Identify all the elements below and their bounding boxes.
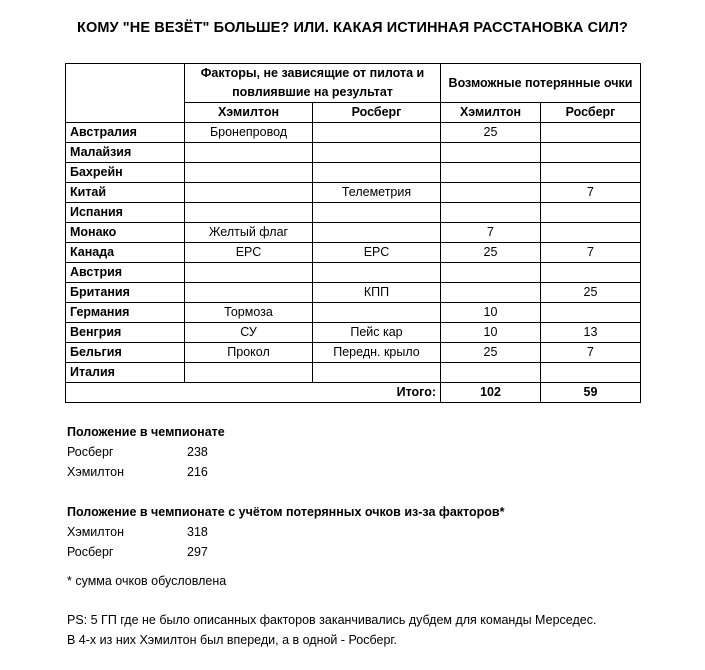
factor-rosberg-cell xyxy=(313,223,441,243)
points-hamilton-cell: 10 xyxy=(441,303,541,323)
sub-header-factors-hamilton: Хэмилтон xyxy=(185,103,313,123)
factor-hamilton-cell xyxy=(185,363,313,383)
standings-row xyxy=(67,445,208,459)
race-cell: Австрия xyxy=(66,263,185,283)
factor-rosberg-cell xyxy=(313,303,441,323)
factor-hamilton-cell: СУ xyxy=(185,323,313,343)
points-hamilton-cell: 25 xyxy=(441,243,541,263)
race-cell: Венгрия xyxy=(66,323,185,343)
adjusted-row xyxy=(67,545,208,559)
standings-title: Положение в чемпионате xyxy=(67,425,225,439)
points-hamilton-cell: 10 xyxy=(441,323,541,343)
factor-hamilton-cell xyxy=(185,143,313,163)
factor-hamilton-cell xyxy=(185,163,313,183)
sub-header-points-hamilton: Хэмилтон xyxy=(441,103,541,123)
factor-rosberg-cell: Пейс кар xyxy=(313,323,441,343)
total-label: Итого: xyxy=(66,383,441,403)
factor-hamilton-cell xyxy=(185,203,313,223)
standings-row xyxy=(67,465,208,479)
points-hamilton-cell xyxy=(441,183,541,203)
table-row xyxy=(66,123,641,143)
points-hamilton-cell: 25 xyxy=(441,343,541,363)
race-cell: Бахрейн xyxy=(66,163,185,183)
factor-rosberg-cell: Передн. крыло xyxy=(313,343,441,363)
page-title: КОМУ "НЕ ВЕЗЁТ" БОЛЬШЕ? ИЛИ. КАКАЯ ИСТИННАЯ РАССТАНОВКА СИЛ? xyxy=(77,20,628,36)
points-rosberg-cell: 7 xyxy=(541,243,641,263)
race-cell: Бельгия xyxy=(66,343,185,363)
table-row xyxy=(66,263,641,283)
factor-rosberg-cell: Телеметрия xyxy=(313,183,441,203)
table-row xyxy=(66,303,641,323)
totals-row xyxy=(66,383,641,403)
factor-rosberg-cell xyxy=(313,123,441,143)
factor-rosberg-cell xyxy=(313,163,441,183)
points-hamilton-cell xyxy=(441,203,541,223)
driver-name: Росберг xyxy=(67,445,114,459)
footnote: * сумма очков обусловлена xyxy=(67,574,227,588)
factor-hamilton-cell: Прокол xyxy=(185,343,313,363)
driver-name: Хэмилтон xyxy=(67,465,125,479)
race-cell: Британия xyxy=(66,283,185,303)
race-cell: Канада xyxy=(66,243,185,263)
race-cell: Италия xyxy=(66,363,185,383)
points-rosberg-cell: 7 xyxy=(541,343,641,363)
adjusted-row xyxy=(67,525,208,539)
table-row xyxy=(66,243,641,263)
points-rosberg-cell xyxy=(541,143,641,163)
sub-header-points-rosberg: Росберг xyxy=(541,103,641,123)
points-hamilton-cell xyxy=(441,363,541,383)
points-hamilton-cell xyxy=(441,163,541,183)
points-rosberg-cell xyxy=(541,223,641,243)
factor-hamilton-cell xyxy=(185,183,313,203)
driver-name: Росберг xyxy=(67,545,114,559)
adjusted-standings-title: Положение в чемпионате с учётом потерянных очков из-за факторов* xyxy=(67,505,505,519)
factor-hamilton-cell xyxy=(185,283,313,303)
ps-line-2: В 4-х из них Хэмилтон был впереди, а в одной - Росберг. xyxy=(67,633,397,647)
factor-hamilton-cell: Желтый флаг xyxy=(185,223,313,243)
factor-rosberg-cell xyxy=(313,363,441,383)
factor-rosberg-cell: ЕРС xyxy=(313,243,441,263)
race-cell: Австралия xyxy=(66,123,185,143)
race-cell: Малайзия xyxy=(66,143,185,163)
factor-rosberg-cell: КПП xyxy=(313,283,441,303)
factor-hamilton-cell xyxy=(185,263,313,283)
driver-points: 238 xyxy=(187,445,208,459)
table-row xyxy=(66,183,641,203)
points-rosberg-cell xyxy=(541,303,641,323)
driver-points: 297 xyxy=(187,545,208,559)
corner-cell xyxy=(66,64,185,123)
driver-name: Хэмилтон xyxy=(67,525,125,539)
factor-hamilton-cell: Бронепровод xyxy=(185,123,313,143)
table-row xyxy=(66,323,641,343)
race-cell: Испания xyxy=(66,203,185,223)
points-rosberg-cell xyxy=(541,123,641,143)
points-rosberg-cell: 7 xyxy=(541,183,641,203)
table-row xyxy=(66,203,641,223)
points-rosberg-cell xyxy=(541,203,641,223)
race-cell: Германия xyxy=(66,303,185,323)
points-rosberg-cell xyxy=(541,363,641,383)
factors-header: Факторы, не зависящие от пилота и повлиявшие на результат xyxy=(185,64,441,103)
points-rosberg-cell: 25 xyxy=(541,283,641,303)
driver-points: 318 xyxy=(187,525,208,539)
total-hamilton: 102 xyxy=(441,383,541,403)
points-hamilton-cell xyxy=(441,263,541,283)
ps-line-1: PS: 5 ГП где не было описанных факторов заканчивались дубдем для команды Мерседес. xyxy=(67,613,597,627)
factor-hamilton-cell: Тормоза xyxy=(185,303,313,323)
factor-rosberg-cell xyxy=(313,143,441,163)
lost-points-table xyxy=(65,63,641,403)
table-row xyxy=(66,163,641,183)
factor-rosberg-cell xyxy=(313,203,441,223)
table-row xyxy=(66,343,641,363)
points-rosberg-cell xyxy=(541,163,641,183)
factor-rosberg-cell xyxy=(313,263,441,283)
table-row xyxy=(66,363,641,383)
points-rosberg-cell xyxy=(541,263,641,283)
race-cell: Китай xyxy=(66,183,185,203)
points-rosberg-cell: 13 xyxy=(541,323,641,343)
total-rosberg: 59 xyxy=(541,383,641,403)
points-hamilton-cell xyxy=(441,283,541,303)
sub-header-factors-rosberg: Росберг xyxy=(313,103,441,123)
table-row xyxy=(66,143,641,163)
points-hamilton-cell: 25 xyxy=(441,123,541,143)
lost-points-header: Возможные потерянные очки xyxy=(441,64,641,103)
points-hamilton-cell: 7 xyxy=(441,223,541,243)
factor-hamilton-cell: ЕРС xyxy=(185,243,313,263)
table-row xyxy=(66,223,641,243)
table-row xyxy=(66,283,641,303)
points-hamilton-cell xyxy=(441,143,541,163)
race-cell: Монако xyxy=(66,223,185,243)
driver-points: 216 xyxy=(187,465,208,479)
